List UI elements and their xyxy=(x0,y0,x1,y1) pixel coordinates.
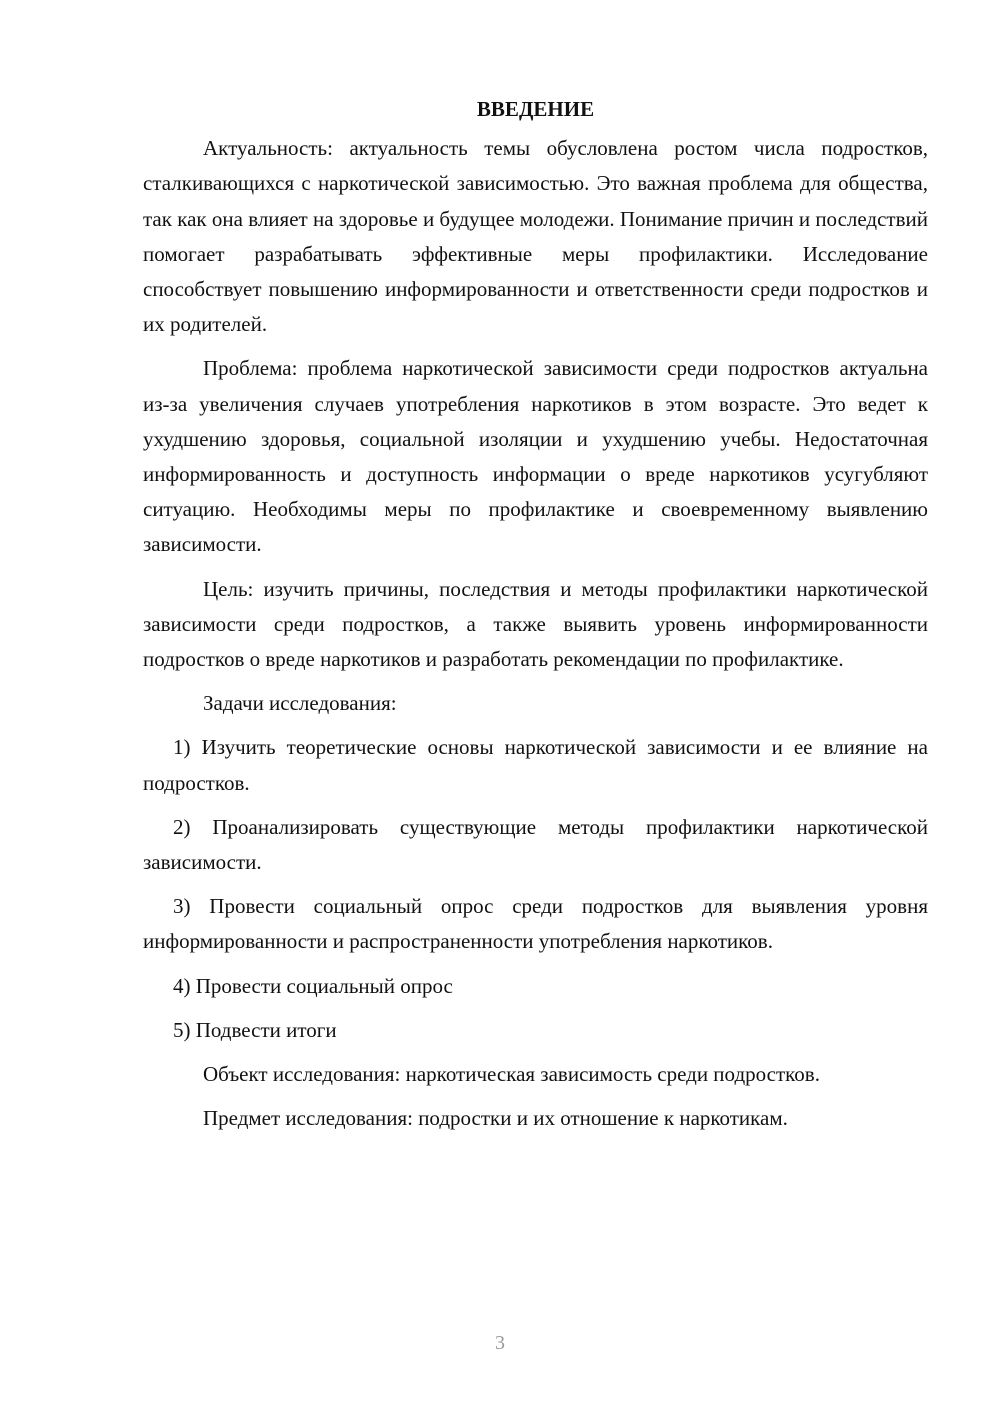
paragraph-subject: Предмет исследования: подростки и их отношение к наркотикам. xyxy=(203,1106,788,1131)
task-item-2: 2) Проанализировать существующие методы профилактики наркотической зависимости. xyxy=(143,814,928,875)
paragraph-goal: Цель: изучить причины, последствия и методы профилактики наркотической зависимости среди подростков, а также выявить уровень информированности подростков о вреде наркотиков и разработать рекомендации по профилактике. xyxy=(143,576,928,672)
paragraph-object: Объект исследования: наркотическая зависимость среди подростков. xyxy=(203,1062,820,1087)
task-item-4: 4) Провести социальный опрос xyxy=(173,973,453,998)
paragraph-tasks-heading: Задачи исследования: xyxy=(203,691,397,716)
page-number: 3 xyxy=(495,1332,505,1354)
paragraph-relevance: Актуальность: актуальность темы обусловлена ростом числа подростков, сталкивающихся с наркотической зависимостью. Это важная проблема для общества, так как она влияет на здоровье и будущее молодежи. Понимание причин и последствий помогает разрабатывать эффективные меры профилактики. Исследование способствует повышению информированности и ответственности среди подростков и их родителей. xyxy=(143,136,928,337)
task-item-5: 5) Подвести итоги xyxy=(173,1017,337,1042)
document-page xyxy=(143,92,928,1145)
task-item-3: 3) Провести социальный опрос среди подростков для выявления уровня информированности и распространенности употребления наркотиков. xyxy=(143,894,928,954)
task-item-1: 1) Изучить теоретические основы наркотической зависимости и ее влияние на подростков. xyxy=(143,735,928,795)
section-title: ВВЕДЕНИЕ xyxy=(476,97,595,121)
paragraph-problem: Проблема: проблема наркотической зависимости среди подростков актуальна из-за увеличения случаев употребления наркотиков в этом возрасте. Это ведет к ухудшению здоровья, социальной изоляции и ухудшению учебы. Недостаточная информированность и доступность информации о вреде наркотиков усугубляют ситуацию. Необходимы меры по профилактике и своевременному выявлению зависимости. xyxy=(143,356,928,557)
